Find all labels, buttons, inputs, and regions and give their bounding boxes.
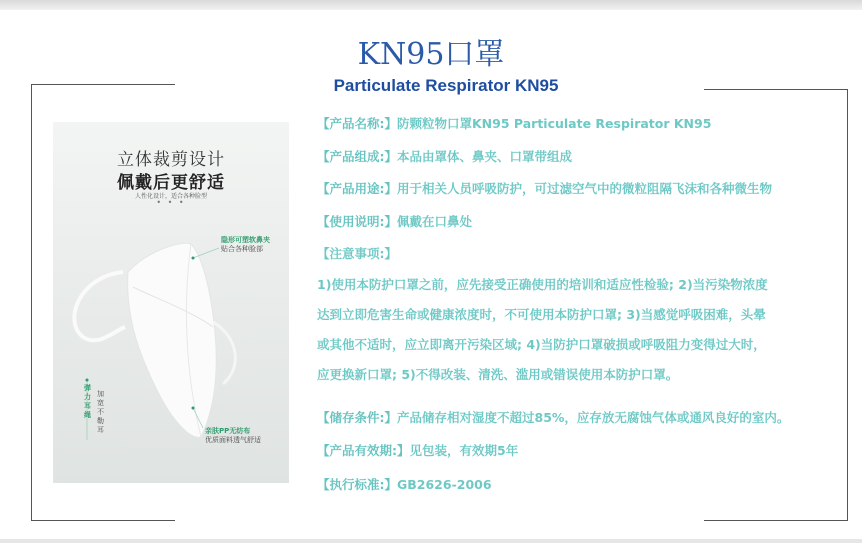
- image-dots: • • •: [156, 198, 186, 207]
- info-usage: [317, 179, 772, 197]
- callout-ear-title: 弹力耳绳: [84, 384, 91, 419]
- notes-line: 或其他不适时，应立即离开污染区域; 4)当防护口罩破损或呼吸阻力变得过大时，: [317, 337, 766, 352]
- frame-bottom-right: [704, 520, 848, 521]
- info-instructions-value: 佩戴在口鼻处: [397, 214, 473, 229]
- info-instructions-key: 【使用说明:】: [317, 214, 397, 229]
- info-storage-value: 产品储存相对湿度不超过85%，应存放无腐蚀气体或通风良好的室内。: [397, 410, 790, 425]
- image-headline-2: 佩戴后更舒适: [117, 173, 225, 193]
- notes-line: 1)使用本防护口罩之前，应先接受正确使用的培训和适应性检验; 2)当污染物浓度: [317, 277, 768, 292]
- notes-line: 应更换新口罩; 5)不得改装、清洗、滥用或错误使用本防护口罩。: [317, 367, 679, 382]
- info-composition-value: 本品由罩体、鼻夹、口罩带组成: [397, 149, 573, 164]
- info-notes-heading: 【注意事项:】: [317, 246, 397, 261]
- callout-fabric-title: 亲肤PP无纺布: [205, 427, 251, 435]
- info-instructions: [317, 212, 472, 230]
- info-composition-key: 【产品组成:】: [317, 149, 397, 164]
- info-validity: [317, 441, 518, 459]
- info-storage-key: 【储存条件:】: [317, 410, 397, 425]
- callout-fabric-desc: 优质面料透气舒适: [205, 436, 261, 444]
- info-notes: [317, 270, 837, 390]
- info-standard-value: GB2626-2006: [397, 477, 492, 492]
- frame-bottom-left: [31, 520, 175, 521]
- notes-line: 达到立即危害生命或健康浓度时，不可使用本防护口罩; 3)当感觉呼吸困难，头晕: [317, 307, 766, 322]
- info-name-key: 【产品名称:】: [317, 116, 397, 131]
- image-subtitle: 人性化设计，适合各种脸型: [134, 193, 207, 200]
- frame-left: [31, 84, 32, 521]
- page-subtitle: Particulate Respirator KN95: [333, 76, 559, 95]
- frame-right: [847, 89, 848, 521]
- info-usage-value: 用于相关人员呼吸防护，可过滤空气中的微粒阻隔飞沫和各种微生物: [397, 181, 773, 196]
- callout-ear-desc: 加宽不勒耳: [97, 390, 104, 434]
- bottom-band: [0, 539, 862, 543]
- info-standard: [317, 475, 492, 493]
- top-band: [0, 0, 862, 10]
- info-name: [317, 114, 711, 132]
- frame-top-right: [704, 89, 848, 90]
- callout-nose-clip: [221, 236, 270, 254]
- product-image: [53, 122, 289, 483]
- info-standard-key: 【执行标准:】: [317, 477, 397, 492]
- info-usage-key: 【产品用途:】: [317, 181, 397, 196]
- callout-nose-desc: 贴合各种脸部: [221, 245, 263, 253]
- page-title: KN95口罩: [357, 37, 505, 72]
- frame-top-left: [31, 84, 175, 85]
- info-name-value: 防颗粒物口罩KN95 Particulate Respirator KN95: [397, 116, 712, 131]
- image-headline-1: 立体裁剪设计: [117, 150, 225, 170]
- callout-nose-title: 隐形可塑软鼻夹: [221, 236, 270, 244]
- callout-fabric: [205, 427, 261, 445]
- info-validity-value: 见包装，有效期5年: [409, 443, 519, 458]
- info-composition: [317, 147, 572, 165]
- info-validity-key: 【产品有效期:】: [317, 443, 410, 458]
- info-storage: [317, 408, 789, 426]
